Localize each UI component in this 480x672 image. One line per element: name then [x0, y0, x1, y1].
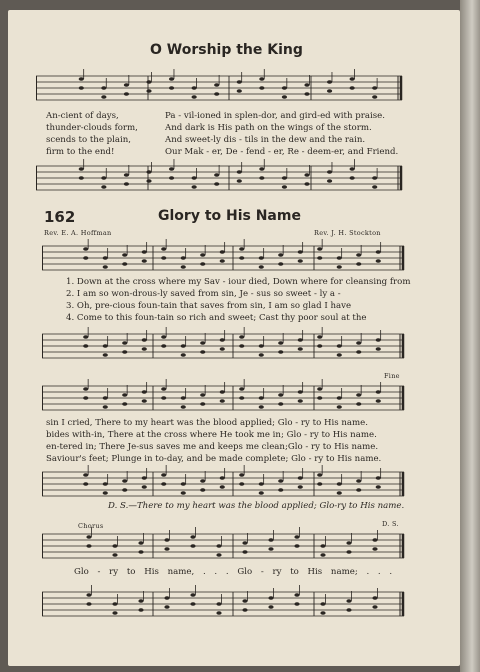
note-head	[239, 344, 244, 348]
note-head	[294, 535, 299, 539]
note-head	[103, 256, 108, 260]
music-staff	[36, 162, 402, 194]
note-head	[161, 335, 166, 339]
note-head	[317, 335, 322, 339]
note-head	[327, 179, 332, 183]
hymn-title: O Worship the King	[150, 42, 303, 58]
note-head	[220, 476, 225, 480]
note-head	[376, 485, 381, 489]
note-head	[214, 182, 219, 186]
note-head	[239, 387, 244, 391]
note-head	[220, 250, 225, 254]
note-head	[259, 405, 264, 409]
note-head	[216, 611, 221, 615]
verse-line: 4. Come to this foun-tain so rich and sweet; Cast thy poor soul at the	[66, 313, 367, 323]
note-head	[220, 390, 225, 394]
note-head	[200, 479, 205, 483]
note-head	[237, 170, 242, 174]
note-head	[294, 544, 299, 548]
note-head	[220, 485, 225, 489]
note-head	[320, 611, 325, 615]
note-head	[142, 259, 147, 263]
note-head	[169, 77, 174, 81]
note-head	[282, 176, 287, 180]
note-head	[239, 482, 244, 486]
note-head	[356, 402, 361, 406]
verse-line: 1. Down at the cross where my Sav - iour died, Down where for cleansing from	[66, 277, 411, 287]
note-head	[278, 488, 283, 492]
note-head	[237, 80, 242, 84]
note-head	[317, 247, 322, 251]
note-head	[181, 482, 186, 486]
lyric-line: And dark is His path on the wings of the storm.	[165, 123, 372, 133]
note-head	[161, 482, 166, 486]
note-head	[346, 599, 351, 603]
note-head	[237, 89, 242, 93]
note-head	[79, 77, 84, 81]
note-head	[192, 176, 197, 180]
note-head	[294, 602, 299, 606]
note-head	[181, 256, 186, 260]
note-head	[278, 253, 283, 257]
note-head	[200, 350, 205, 354]
music-staff	[42, 530, 404, 562]
note-head	[298, 399, 303, 403]
note-head	[346, 550, 351, 554]
note-head	[376, 250, 381, 254]
note-head	[124, 173, 129, 177]
note-head	[356, 253, 361, 257]
note-head	[142, 485, 147, 489]
note-head	[161, 396, 166, 400]
note-head	[122, 479, 127, 483]
note-head	[376, 390, 381, 394]
note-head	[320, 602, 325, 606]
note-head	[161, 473, 166, 477]
note-head	[101, 185, 106, 189]
note-head	[101, 95, 106, 99]
note-head	[122, 253, 127, 257]
note-head	[304, 83, 309, 87]
note-head	[278, 402, 283, 406]
note-head	[83, 247, 88, 251]
note-head	[181, 396, 186, 400]
note-head	[298, 347, 303, 351]
note-head	[278, 393, 283, 397]
note-head	[161, 344, 166, 348]
hymn-number: 162	[44, 208, 76, 226]
note-head	[146, 80, 151, 84]
note-head	[372, 605, 377, 609]
note-head	[164, 605, 169, 609]
note-head	[142, 390, 147, 394]
note-head	[372, 596, 377, 600]
note-head	[278, 350, 283, 354]
note-head	[138, 550, 143, 554]
note-head	[216, 544, 221, 548]
note-head	[142, 476, 147, 480]
note-head	[298, 338, 303, 342]
note-head	[278, 479, 283, 483]
note-head	[200, 341, 205, 345]
ds-instruction: D. S.—There to my heart was the blood applied; Glo-ry to His name.	[108, 501, 405, 511]
note-head	[190, 535, 195, 539]
note-head	[86, 535, 91, 539]
note-head	[192, 95, 197, 99]
note-head	[304, 173, 309, 177]
note-head	[259, 265, 264, 269]
note-head	[317, 473, 322, 477]
note-head	[259, 256, 264, 260]
note-head	[220, 338, 225, 342]
note-head	[161, 256, 166, 260]
note-head	[86, 602, 91, 606]
note-head	[268, 538, 273, 542]
note-head	[259, 353, 264, 357]
note-head	[282, 95, 287, 99]
note-head	[356, 393, 361, 397]
note-head	[79, 86, 84, 90]
note-head	[337, 353, 342, 357]
note-head	[124, 92, 129, 96]
note-head	[122, 393, 127, 397]
note-head	[259, 396, 264, 400]
note-head	[103, 482, 108, 486]
note-head	[268, 605, 273, 609]
note-head	[320, 553, 325, 557]
note-head	[372, 176, 377, 180]
note-head	[220, 347, 225, 351]
music-staff	[36, 72, 402, 104]
note-head	[83, 387, 88, 391]
note-head	[304, 182, 309, 186]
note-head	[320, 544, 325, 548]
note-head	[138, 541, 143, 545]
note-head	[346, 608, 351, 612]
note-head	[112, 602, 117, 606]
lyric-line: thunder-clouds form,	[46, 123, 138, 133]
note-head	[164, 547, 169, 551]
lyric-line: firm to the end!	[46, 147, 115, 157]
note-head	[372, 86, 377, 90]
note-head	[376, 347, 381, 351]
note-head	[190, 593, 195, 597]
note-head	[214, 92, 219, 96]
note-head	[350, 167, 355, 171]
note-head	[372, 538, 377, 542]
note-head	[317, 396, 322, 400]
note-head	[200, 488, 205, 492]
note-head	[278, 262, 283, 266]
music-staff	[42, 468, 404, 500]
note-head	[101, 176, 106, 180]
note-head	[103, 353, 108, 357]
note-head	[79, 176, 84, 180]
note-head	[216, 553, 221, 557]
note-head	[372, 547, 377, 551]
hymn-title: Glory to His Name	[158, 208, 301, 224]
note-head	[79, 167, 84, 171]
note-head	[259, 482, 264, 486]
note-head	[86, 593, 91, 597]
note-head	[337, 344, 342, 348]
note-head	[237, 179, 242, 183]
note-head	[142, 347, 147, 351]
note-head	[317, 344, 322, 348]
note-head	[146, 89, 151, 93]
verse-line: bides with-in, There at the cross where He took me in; Glo - ry to His name.	[46, 430, 377, 440]
note-head	[214, 83, 219, 87]
note-head	[86, 544, 91, 548]
note-head	[142, 338, 147, 342]
note-head	[83, 482, 88, 486]
note-head	[268, 596, 273, 600]
note-head	[181, 344, 186, 348]
note-head	[103, 491, 108, 495]
note-head	[317, 387, 322, 391]
note-head	[298, 485, 303, 489]
note-head	[337, 396, 342, 400]
note-head	[268, 547, 273, 551]
note-head	[124, 182, 129, 186]
note-head	[192, 185, 197, 189]
ds-mark: D. S.	[382, 520, 399, 528]
note-head	[83, 473, 88, 477]
note-head	[169, 176, 174, 180]
chorus-label: Chorus	[78, 522, 104, 530]
note-head	[103, 396, 108, 400]
note-head	[298, 390, 303, 394]
note-head	[83, 396, 88, 400]
note-head	[161, 247, 166, 251]
note-head	[164, 538, 169, 542]
note-head	[372, 185, 377, 189]
note-head	[142, 399, 147, 403]
note-head	[181, 405, 186, 409]
lyric-line: Pa - vil-ioned in splen-dor, and gird-ed with praise.	[165, 111, 385, 121]
note-head	[122, 350, 127, 354]
music-staff	[42, 242, 404, 274]
note-head	[350, 77, 355, 81]
note-head	[181, 353, 186, 357]
note-head	[124, 83, 129, 87]
note-head	[282, 86, 287, 90]
note-head	[192, 86, 197, 90]
verse-line: 2. I am so won-drous-ly saved from sin, Je - sus so sweet - ly a -	[66, 289, 341, 299]
note-head	[83, 335, 88, 339]
note-head	[164, 596, 169, 600]
note-head	[242, 550, 247, 554]
note-head	[122, 262, 127, 266]
note-head	[327, 89, 332, 93]
verse-line: Saviour's feet; Plunge in to-day, and be made complete; Glo - ry to His name.	[46, 454, 382, 464]
note-head	[239, 247, 244, 251]
note-head	[242, 599, 247, 603]
note-head	[181, 265, 186, 269]
note-head	[220, 259, 225, 263]
note-head	[138, 599, 143, 603]
music-staff	[42, 330, 404, 362]
note-head	[356, 341, 361, 345]
note-head	[259, 77, 264, 81]
note-head	[190, 602, 195, 606]
note-head	[239, 473, 244, 477]
music-staff	[42, 382, 404, 414]
note-head	[112, 544, 117, 548]
note-head	[190, 544, 195, 548]
page-edge	[460, 0, 480, 672]
note-head	[83, 344, 88, 348]
note-head	[356, 350, 361, 354]
note-head	[103, 405, 108, 409]
chorus-lyrics: Glo - ry to His name, . . . Glo - ry to His name; . . .	[74, 567, 393, 577]
note-head	[376, 259, 381, 263]
note-head	[317, 256, 322, 260]
note-head	[220, 399, 225, 403]
note-head	[122, 402, 127, 406]
note-head	[200, 262, 205, 266]
note-head	[259, 176, 264, 180]
note-head	[103, 265, 108, 269]
note-head	[101, 86, 106, 90]
note-head	[356, 479, 361, 483]
note-head	[376, 399, 381, 403]
note-head	[356, 262, 361, 266]
note-head	[337, 265, 342, 269]
note-head	[259, 167, 264, 171]
note-head	[161, 387, 166, 391]
note-head	[239, 335, 244, 339]
composer-credit: Rev. J. H. Stockton	[314, 229, 381, 237]
note-head	[239, 396, 244, 400]
note-head	[356, 488, 361, 492]
note-head	[376, 338, 381, 342]
note-head	[103, 344, 108, 348]
note-head	[122, 341, 127, 345]
note-head	[372, 95, 377, 99]
note-head	[278, 341, 283, 345]
note-head	[337, 482, 342, 486]
note-head	[294, 593, 299, 597]
note-head	[239, 256, 244, 260]
note-head	[112, 553, 117, 557]
note-head	[282, 185, 287, 189]
note-head	[259, 344, 264, 348]
note-head	[242, 541, 247, 545]
note-head	[142, 250, 147, 254]
verse-line: sin I cried, There to my heart was the blood applied; Glo - ry to His name.	[46, 418, 368, 428]
note-head	[200, 393, 205, 397]
note-head	[200, 253, 205, 257]
note-head	[337, 405, 342, 409]
note-head	[200, 402, 205, 406]
note-head	[376, 476, 381, 480]
note-head	[122, 488, 127, 492]
note-head	[146, 179, 151, 183]
note-head	[169, 167, 174, 171]
note-head	[298, 259, 303, 263]
verse-line: en-tered in; There Je-sus saves me and keeps me clean;Glo - ry to His name.	[46, 442, 379, 452]
note-head	[350, 86, 355, 90]
lyric-line: An-cient of days,	[46, 111, 119, 121]
note-head	[298, 250, 303, 254]
lyric-line: scends to the plain,	[46, 135, 132, 145]
note-head	[350, 176, 355, 180]
note-head	[346, 541, 351, 545]
note-head	[112, 611, 117, 615]
note-head	[259, 491, 264, 495]
note-head	[259, 86, 264, 90]
note-head	[337, 491, 342, 495]
lyricist-credit: Rev. E. A. Hoffman	[44, 229, 112, 237]
note-head	[83, 256, 88, 260]
note-head	[216, 602, 221, 606]
note-head	[298, 476, 303, 480]
fine-mark: Fine	[384, 372, 400, 380]
music-staff	[42, 588, 404, 620]
note-head	[138, 608, 143, 612]
lyric-line: And sweet-ly dis - tils in the dew and the rain.	[165, 135, 366, 145]
note-head	[169, 86, 174, 90]
verse-line: 3. Oh, pre-cious foun-tain that saves from sin, I am so glad I have	[66, 301, 352, 311]
note-head	[304, 92, 309, 96]
note-head	[214, 173, 219, 177]
note-head	[146, 170, 151, 174]
note-head	[181, 491, 186, 495]
note-head	[337, 256, 342, 260]
note-head	[242, 608, 247, 612]
note-head	[327, 170, 332, 174]
lyric-line: Our Mak - er, De - fend - er, Re - deem-er, and Friend.	[165, 147, 399, 157]
note-head	[327, 80, 332, 84]
note-head	[317, 482, 322, 486]
